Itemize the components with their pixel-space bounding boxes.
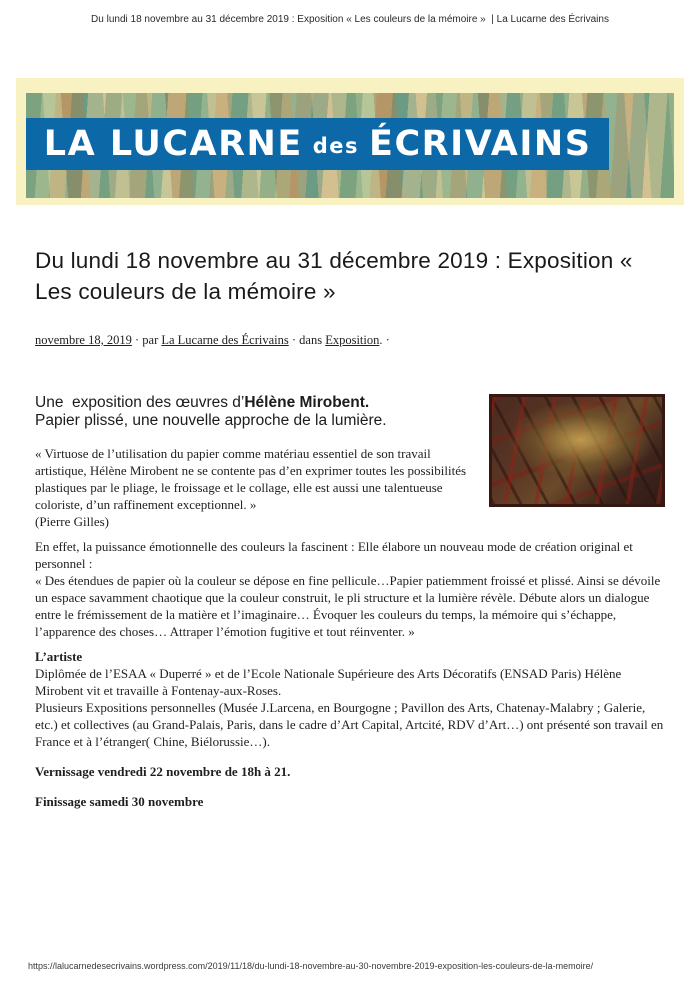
print-footer-url: https://lalucarnedesecrivains.wordpress.com/2019/11/18/du-lundi-18-novembre-au-30-novembre-2019-exposition-les-couleurs-de-la-memoire/ — [28, 961, 594, 971]
artist-section — [35, 648, 665, 750]
artist-heading: L’artiste — [35, 649, 83, 664]
paragraph-en-effet: En effet, la puissance émotionnelle des couleurs la fascinent : Elle élabore un nouveau mode de création original et personnel : — [35, 539, 633, 571]
paragraph-etendues: « Des étendues de papier où la couleur se dépose en fine pellicule…Papier patiemment froissé et plissé. Ainsi se dévoile un espace savamment chaotique que la couleur construit, le pli structure et la lumière révèle. Débute alors un dialogue entre le frémissement de la matière et l’imaginaire… Évoquer les couleurs du temps, la mémoire qui s’échappe, l’apparence des choses… Attraper l’émotion fugitive et tout réinventer. » — [35, 573, 661, 639]
site-banner[interactable] — [16, 78, 684, 205]
artwork-image[interactable] — [489, 394, 665, 507]
article-body — [35, 394, 665, 810]
post-date-link[interactable]: novembre 18, 2019 — [35, 333, 132, 347]
artist-name-bold: Hélène Mirobent. — [244, 394, 370, 411]
site-title-band — [26, 118, 609, 170]
intro-text: Une exposition des œuvres d’ — [35, 394, 245, 411]
quote-attribution: (Pierre Gilles) — [35, 514, 110, 529]
quote-text: « Virtuose de l’utilisation du papier comme matériau essentiel de son travail artistique, Hélène Mirobent ne se contente pas d’en exprimer toutes les possibilités plastiques par le pliage, le froissage et le collage, elle est aussi une talentueuse coloriste, d’un raffinement exceptionnel. » — [35, 446, 467, 512]
page-title: Du lundi 18 novembre au 31 décembre 2019 : Exposition « Les couleurs de la mémoire » — [35, 248, 633, 304]
post-meta — [35, 333, 665, 348]
article — [35, 245, 665, 810]
post-author-link[interactable]: La Lucarne des Écrivains — [161, 333, 289, 347]
meta-separator: · dans — [288, 333, 326, 347]
banner-texture-image — [26, 93, 674, 198]
meta-separator: · par — [131, 333, 162, 347]
artist-bio-2: Plusieurs Expositions personnelles (Musée J.Larcena, en Bourgogne ; Pavillon des Arts, Chatenay-Malabry ; Galerie, etc.) et collectives (au Grand-Palais, Paris, dans le cadre d’Art Capital, Artcité, RDV d’Art…) ont présenté son travail en France et à l’étranger( Chine, Biélorussie…). — [35, 700, 664, 749]
post-category-link[interactable]: Exposition — [325, 333, 380, 347]
site-title-part2: des — [312, 134, 360, 158]
meta-tail: . · — [379, 333, 390, 347]
intro-subtitle: Papier plissé, une nouvelle approche de la lumière. — [35, 411, 387, 429]
site-title-part3: ÉCRIVAINS — [369, 124, 592, 164]
site-title-part1: LA LUCARNE — [43, 124, 303, 164]
vernissage-line: Vernissage vendredi 22 novembre de 18h à 21. — [35, 764, 291, 779]
print-header-title: Du lundi 18 novembre au 31 décembre 2019 : Exposition « Les couleurs de la mémoire » | La Lucarne des Écrivains — [91, 14, 609, 25]
finissage-line: Finissage samedi 30 novembre — [35, 794, 204, 809]
artist-bio-1: Diplômée de l’ESAA « Duperré » et de l’Ecole Nationale Supérieure des Arts Décoratifs (ENSAD Paris) Hélène Mirobent vit et travaille à Fontenay-aux-Roses. — [35, 666, 622, 698]
